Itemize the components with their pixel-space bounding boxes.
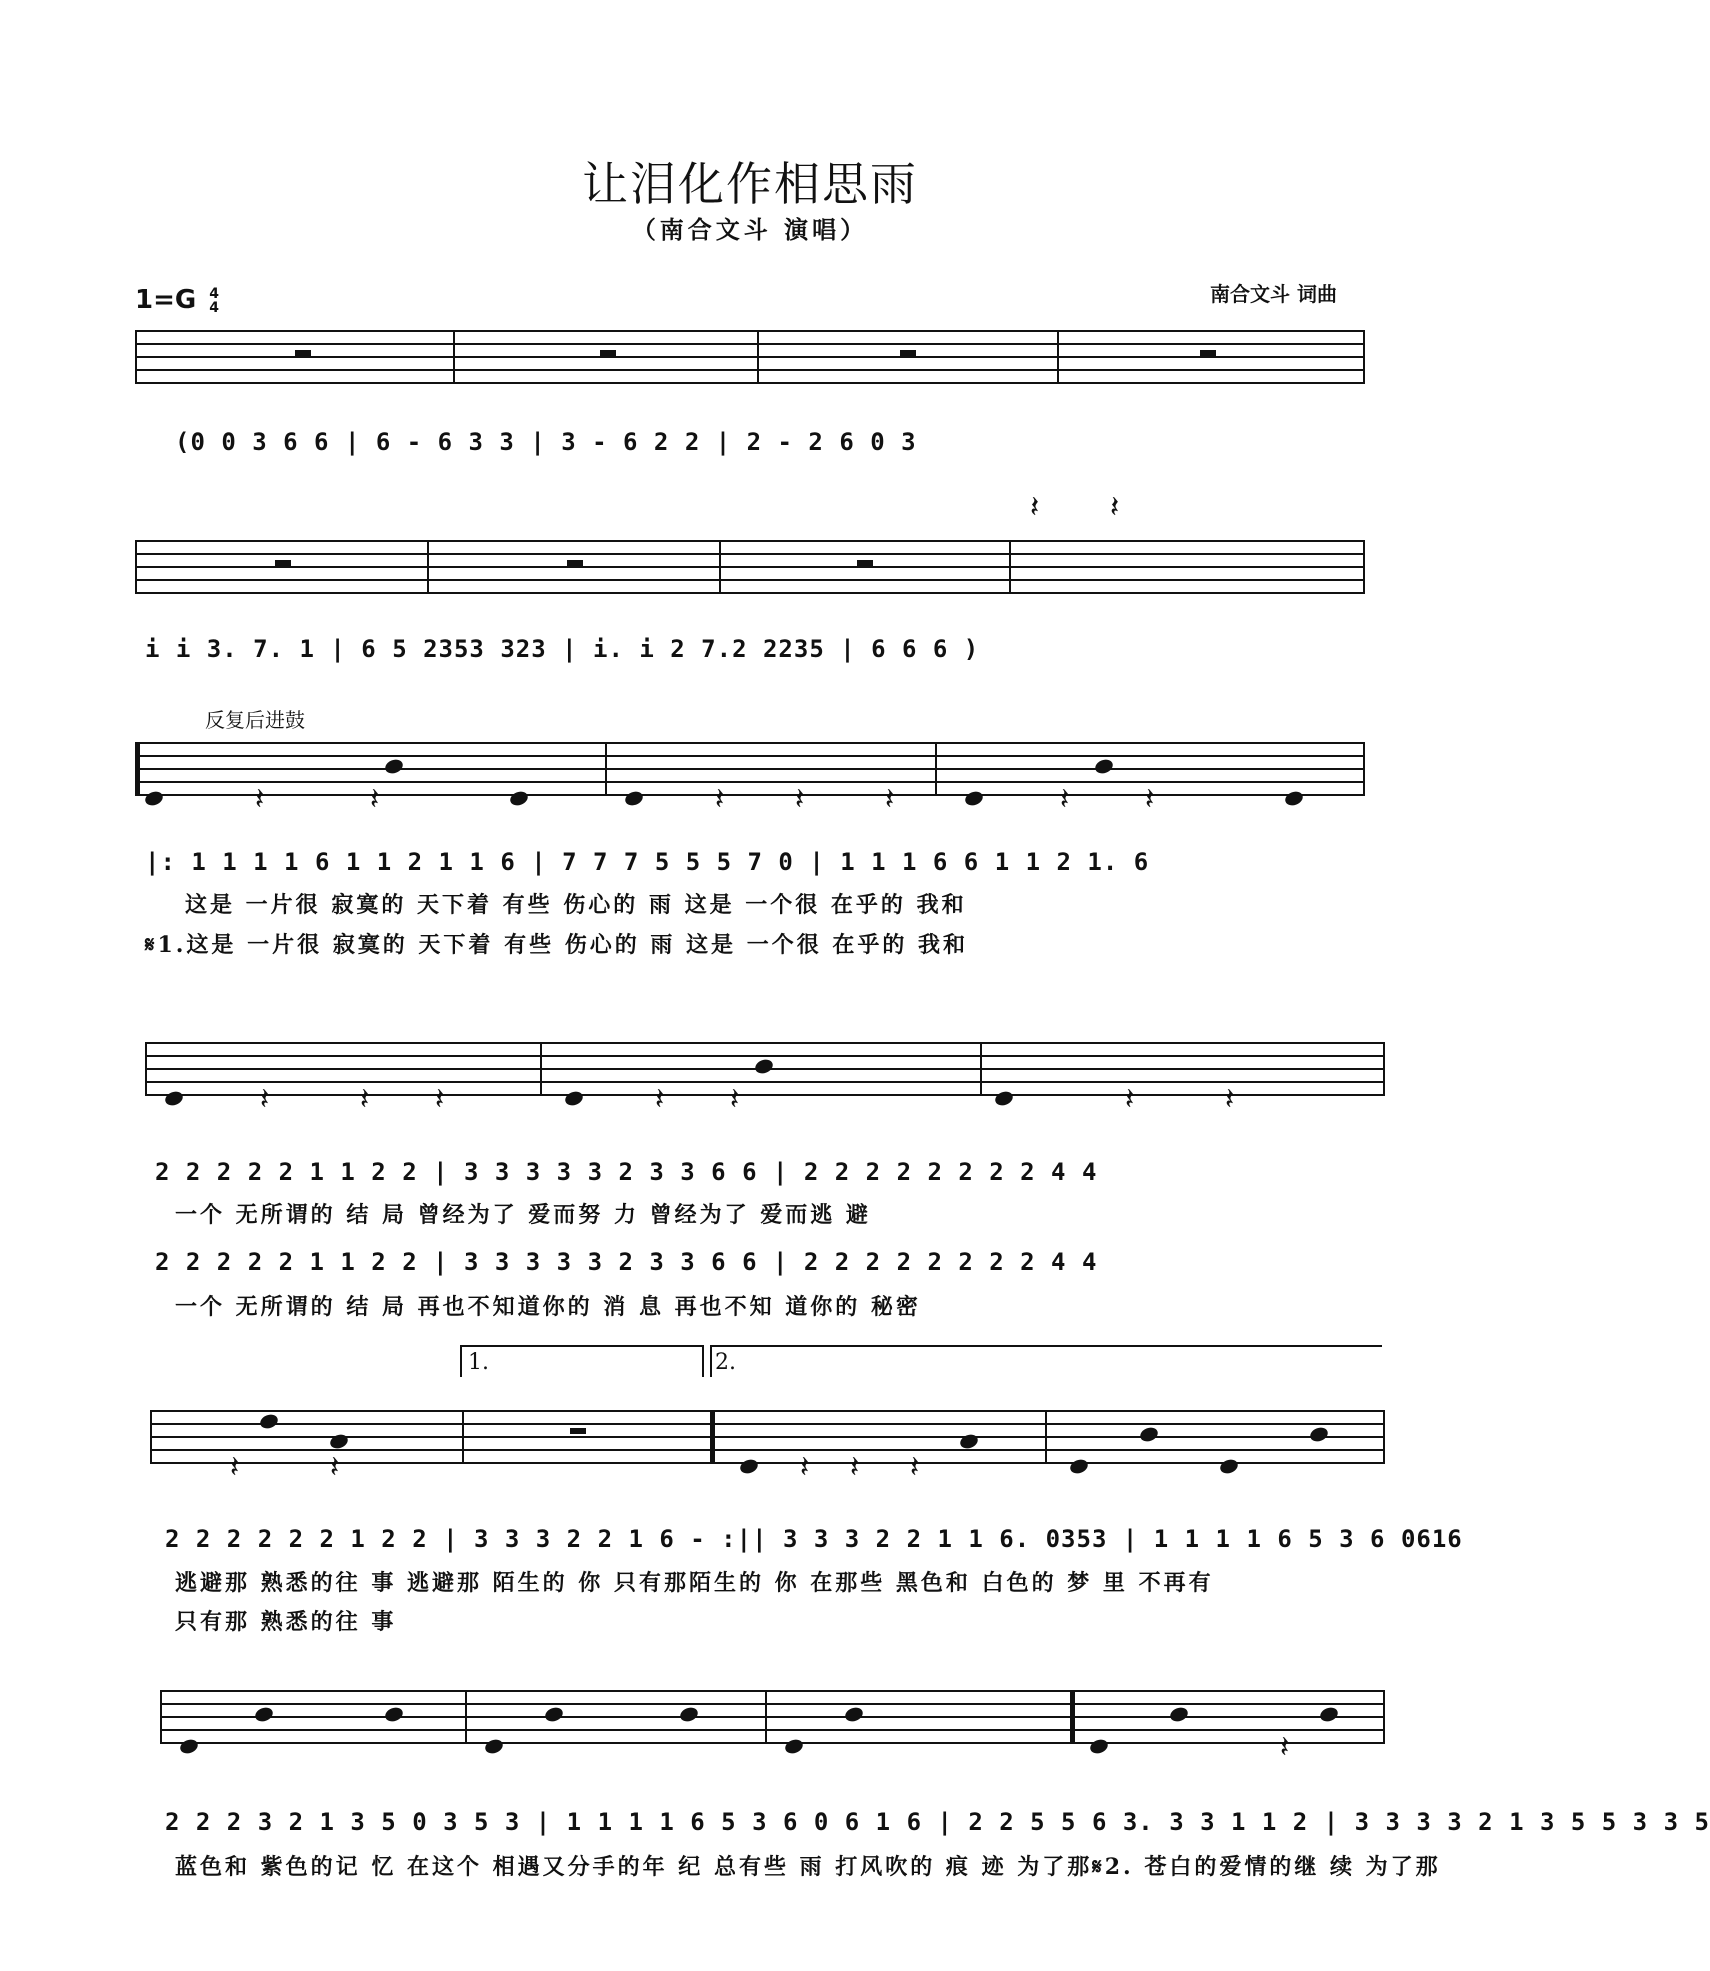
lyrics-line-3b: 𝄋1.这是 一片很 寂寞的 天下着 有些 伤心的 雨 这是 一个很 在乎的 我和 <box>145 932 969 958</box>
volta-2-bracket <box>710 1345 1382 1377</box>
lyrics-line-4a: 一个 无所谓的 结 局 曾经为了 爱而努 力 曾经为了 爱而逃 避 <box>175 1202 871 1228</box>
jianpu-line-4b: 2 2 2 2 2 1 1 2 2 | 3 3 3 3 3 2 3 3 6 6 | 2 2 2 2 2 2 2 2 4 4 <box>155 1248 1098 1276</box>
jianpu-line-4a: 2 2 2 2 2 1 1 2 2 | 3 3 3 3 3 2 3 3 6 6 | 2 2 2 2 2 2 2 2 4 4 <box>155 1158 1098 1186</box>
lyrics-line-6: 蓝色和 紫色的记 忆 在这个 相遇又分手的年 纪 总有些 雨 打风吹的 痕 迹 为了那𝄋2. 苍白的爱情的继 续 为了那 <box>175 1854 1441 1880</box>
drum-staff-2: 𝄽 𝄽 <box>135 540 1365 596</box>
drum-staff-6: 𝄽 <box>160 1690 1385 1746</box>
time-signature-bottom: 4 <box>209 299 220 316</box>
jianpu-line-5: 2 2 2 2 2 2 1 2 2 | 3 3 3 2 2 1 6 - :|| 3 3 3 2 2 1 1 6. 0353 | 1 1 1 1 6 5 3 6 0616 <box>165 1525 1463 1553</box>
time-signature-top: 4 <box>209 285 220 302</box>
lyrics-line-3a: 这是 一片很 寂寞的 天下着 有些 伤心的 雨 这是 一个很 在乎的 我和 <box>185 892 967 918</box>
jianpu-line-6: 2 2 2 3 2 1 3 5 0 3 5 3 | 1 1 1 1 6 5 3 6 0 6 1 6 | 2 2 5 5 6 3. 3 3 1 1 2 | 3 3 3 3 2 1 3 5 5 3 3 5 <box>165 1808 1710 1836</box>
lyrics-line-5a: 逃避那 熟悉的往 事 逃避那 陌生的 你 只有那陌生的 你 在那些 黑色和 白色的 梦 里 不再有 <box>175 1570 1214 1596</box>
jianpu-line-2: i i 3. 7. 1 | 6 5 2353 323 | i. i 2 7.2 2235 | 6 6 6 ) <box>145 635 980 663</box>
jianpu-line-1: (0 0 3 6 6 | 6 - 6 3 3 | 3 - 6 2 2 | 2 - 2 6 0 3 <box>175 428 917 456</box>
composer-credit: 南合文斗 词曲 <box>1210 282 1337 306</box>
page-subtitle: （南合文斗 演唱） <box>631 215 869 244</box>
lyrics-line-4b: 一个 无所谓的 结 局 再也不知道你的 消 息 再也不知 道你的 秘密 <box>175 1294 921 1320</box>
volta-1-bracket <box>460 1345 704 1377</box>
volta-2-label: 2. <box>715 1350 736 1375</box>
lyrics-line-5b: 只有那 熟悉的往 事 <box>175 1609 397 1635</box>
drum-staff-1 <box>135 330 1365 386</box>
volta-1-label: 1. <box>468 1350 489 1375</box>
drum-staff-3: 𝄽 𝄽 𝄽 𝄽 𝄽 𝄽 𝄽 <box>135 742 1365 798</box>
page-title: 让泪化作相思雨 <box>582 157 918 211</box>
drum-cue-text: 反复后进鼓 <box>205 708 305 732</box>
key-signature: 1=G 4 4 <box>135 285 220 316</box>
drum-staff-4: 𝄽 𝄽 𝄽 𝄽 𝄽 𝄽 𝄽 <box>145 1042 1385 1098</box>
drum-staff-5: 𝄽 𝄽 𝄽 𝄽 𝄽 <box>150 1410 1385 1466</box>
jianpu-line-3: |: 1 1 1 1 6 1 1 2 1 1 6 | 7 7 7 5 5 5 7 0 | 1 1 1 6 6 1 1 2 1. 6 <box>145 848 1150 876</box>
